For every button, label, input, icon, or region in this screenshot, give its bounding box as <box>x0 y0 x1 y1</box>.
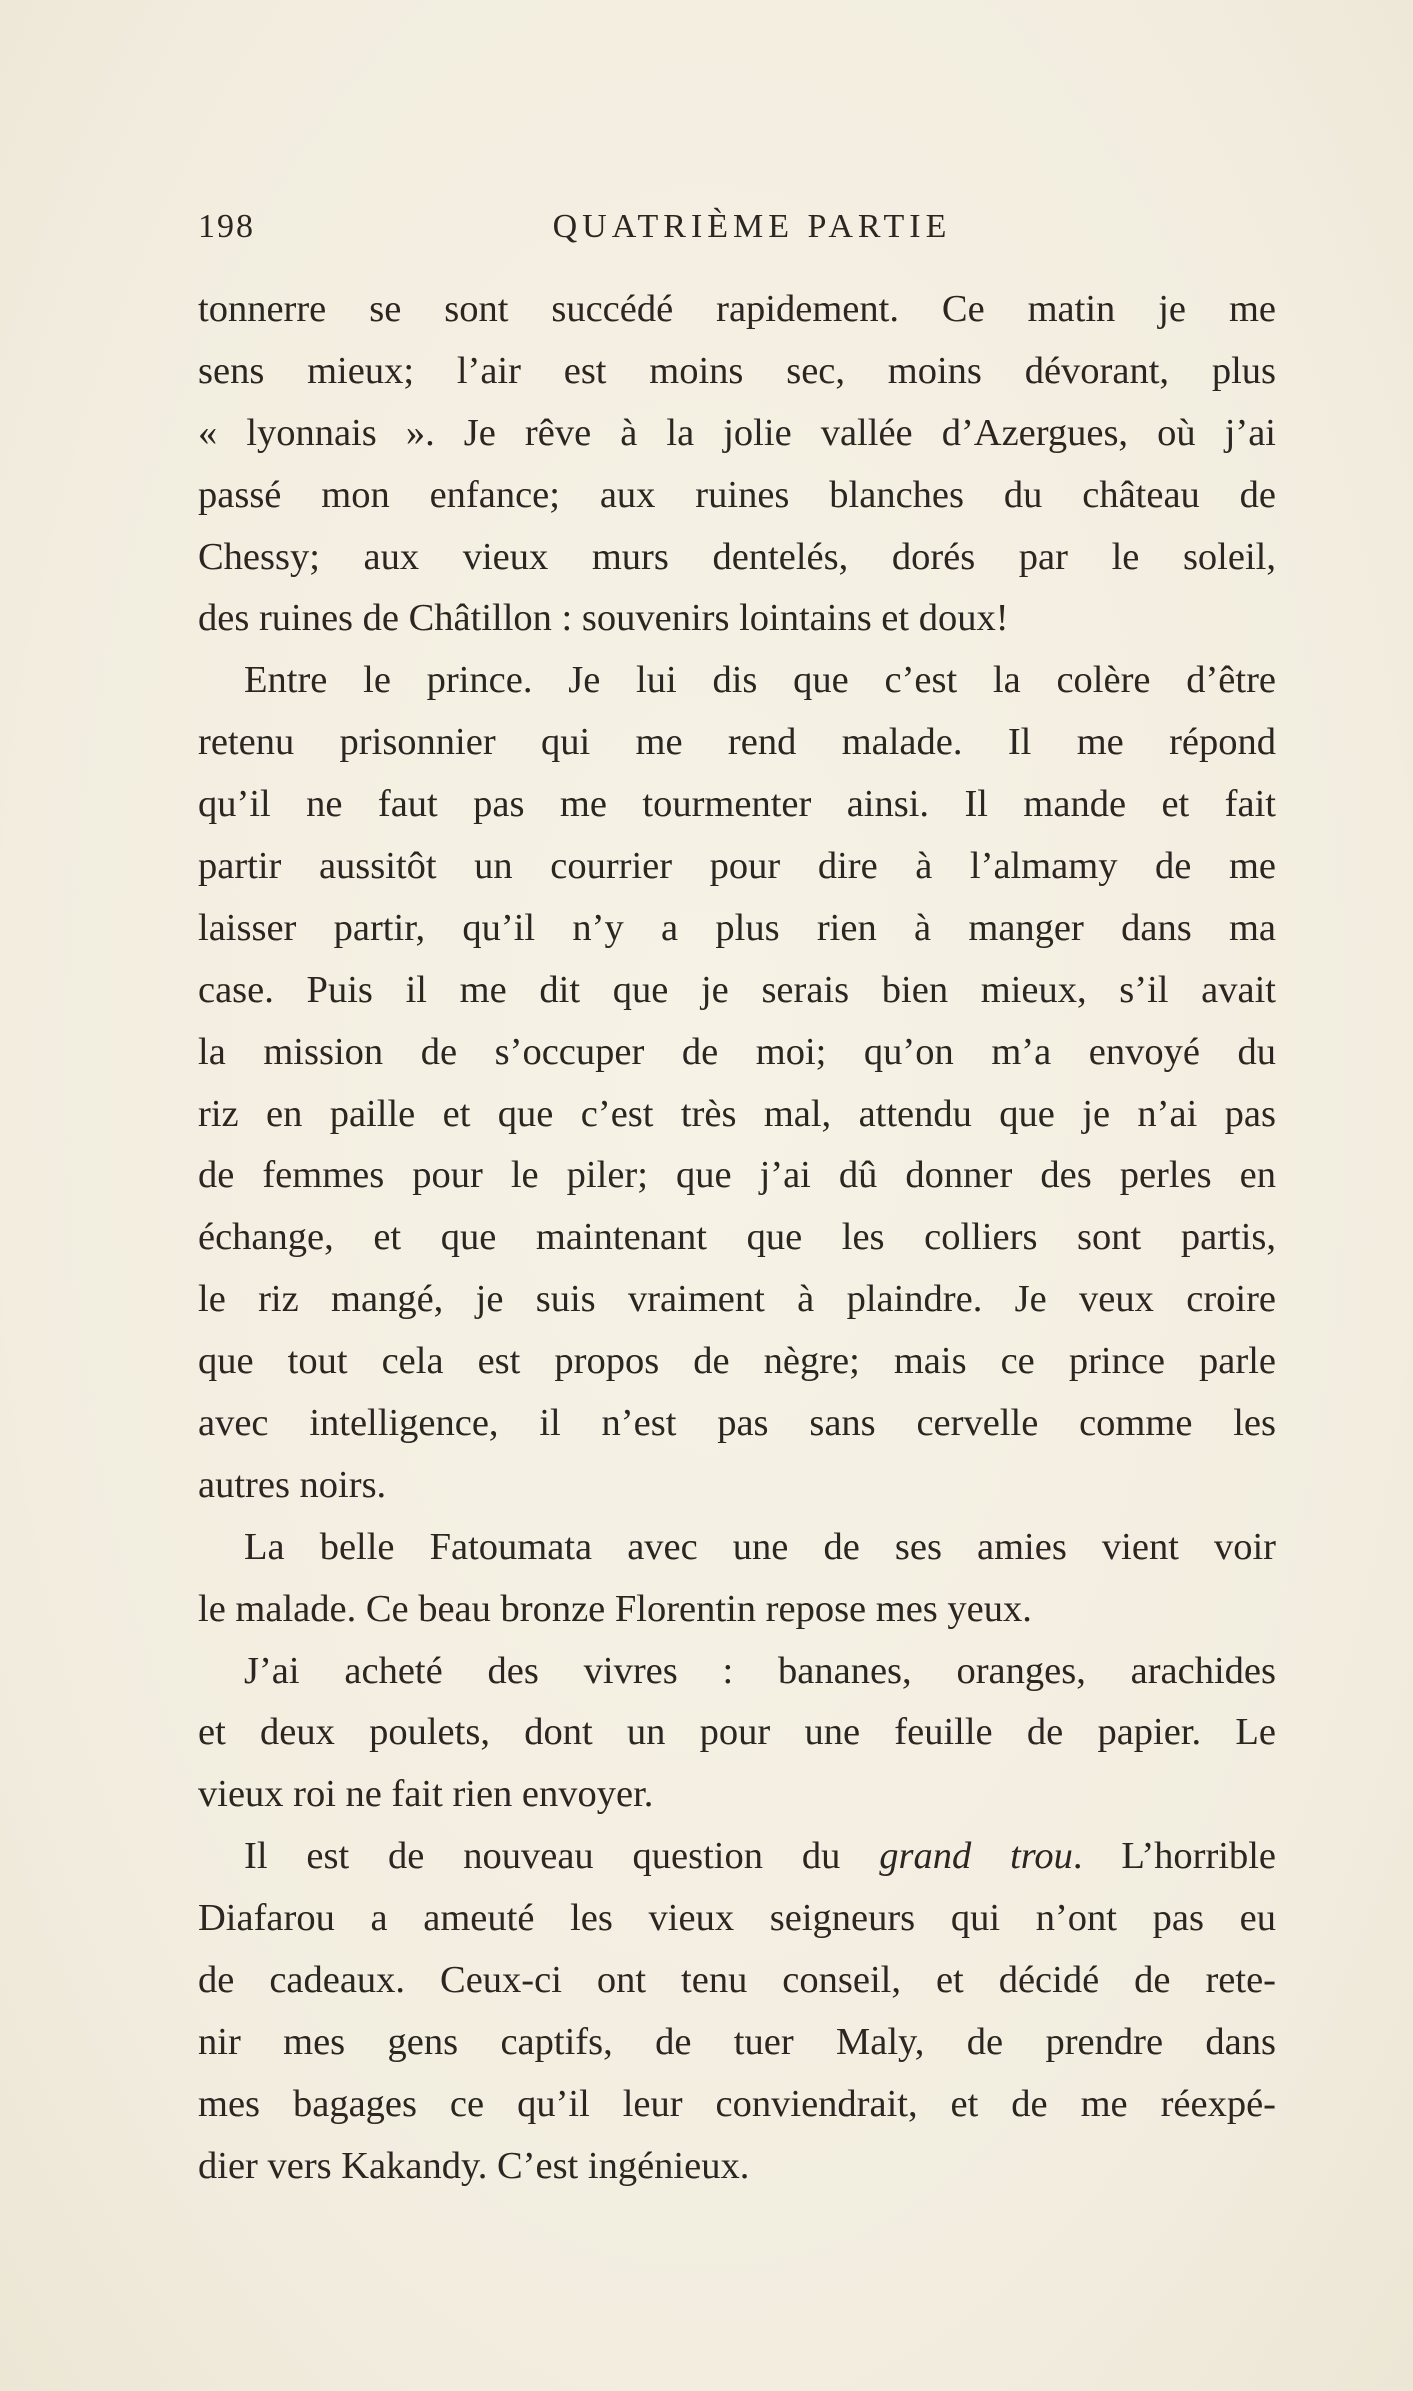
text-line: sens mieux; l’air est moins sec, moins dévorant, plus <box>198 349 1276 392</box>
text-line: autres noirs. <box>198 1463 387 1506</box>
text-line: laisser partir, qu’il n’y a plus rien à manger dans ma <box>198 906 1276 949</box>
section-title: QUATRIÈME PARTIE <box>552 208 952 245</box>
page-number: 198 <box>198 208 255 245</box>
running-head <box>198 208 1276 252</box>
text-line: riz en paille et que c’est très mal, attendu que je n’ai pas <box>198 1092 1276 1135</box>
text-line: des ruines de Châtillon : souvenirs lointains et doux! <box>198 597 1009 640</box>
text-line: que tout cela est propos de nègre; mais ce prince parle <box>198 1340 1276 1383</box>
text-line: tonnerre se sont succédé rapidement. Ce matin je me <box>198 288 1276 330</box>
text-line: de cadeaux. Ceux-ci ont tenu conseil, et décidé de rete- <box>198 1959 1276 2002</box>
text-line-with-italic <box>198 1826 1276 1888</box>
text-line: Entre le prince. Je lui dis que c’est la colère d’être <box>244 659 1276 702</box>
text-line: mes bagages ce qu’il leur conviendrait, et de me réexpé- <box>198 2082 1276 2125</box>
text-line: le riz mangé, je suis vraiment à plaindre. Je veux croire <box>198 1278 1276 1321</box>
text-run: Il est de nouveau question du <box>244 1835 841 1878</box>
text-line: passé mon enfance; aux ruines blanches du château de <box>198 473 1276 516</box>
text-line: avec intelligence, il n’est pas sans cervelle comme les <box>198 1402 1276 1445</box>
text-line: La belle Fatoumata avec une de ses amies vient voir <box>244 1525 1276 1568</box>
text-line: échange, et que maintenant que les colliers sont partis, <box>198 1216 1276 1259</box>
text-line: nir mes gens captifs, de tuer Maly, de prendre dans <box>198 2020 1276 2063</box>
text-line: de femmes pour le piler; que j’ai dû donner des perles en <box>198 1154 1276 1197</box>
text-line: retenu prisonnier qui me rend malade. Il me répond <box>198 721 1276 764</box>
body-text <box>198 279 1276 2198</box>
text-line: Diafarou a ameuté les vieux seigneurs qui n’ont pas eu <box>198 1897 1276 1940</box>
text-line: le malade. Ce beau bronze Florentin repose mes yeux. <box>198 1587 1032 1630</box>
text-line: « lyonnais ». Je rêve à la jolie vallée d’Azergues, où j’ai <box>198 411 1276 454</box>
text-line: la mission de s’occuper de moi; qu’on m’a envoyé du <box>198 1030 1276 1073</box>
italic-phrase: grand trou <box>879 1835 1073 1878</box>
text-run: . L’horrible <box>1072 1835 1276 1878</box>
text-line: vieux roi ne fait rien envoyer. <box>198 1773 654 1816</box>
text-line: partir aussitôt un courrier pour dire à l’almamy de me <box>198 845 1276 888</box>
text-line: dier vers Kakandy. C’est ingénieux. <box>198 2144 750 2187</box>
text-line: et deux poulets, dont un pour une feuille de papier. Le <box>198 1711 1276 1754</box>
text-line: qu’il ne faut pas me tourmenter ainsi. Il mande et fait <box>198 783 1276 826</box>
text-line: case. Puis il me dit que je serais bien mieux, s’il avait <box>198 968 1276 1011</box>
text-line: J’ai acheté des vivres : bananes, oranges, arachides <box>244 1649 1276 1692</box>
text-line: Chessy; aux vieux murs dentelés, dorés par le soleil, <box>198 535 1276 578</box>
